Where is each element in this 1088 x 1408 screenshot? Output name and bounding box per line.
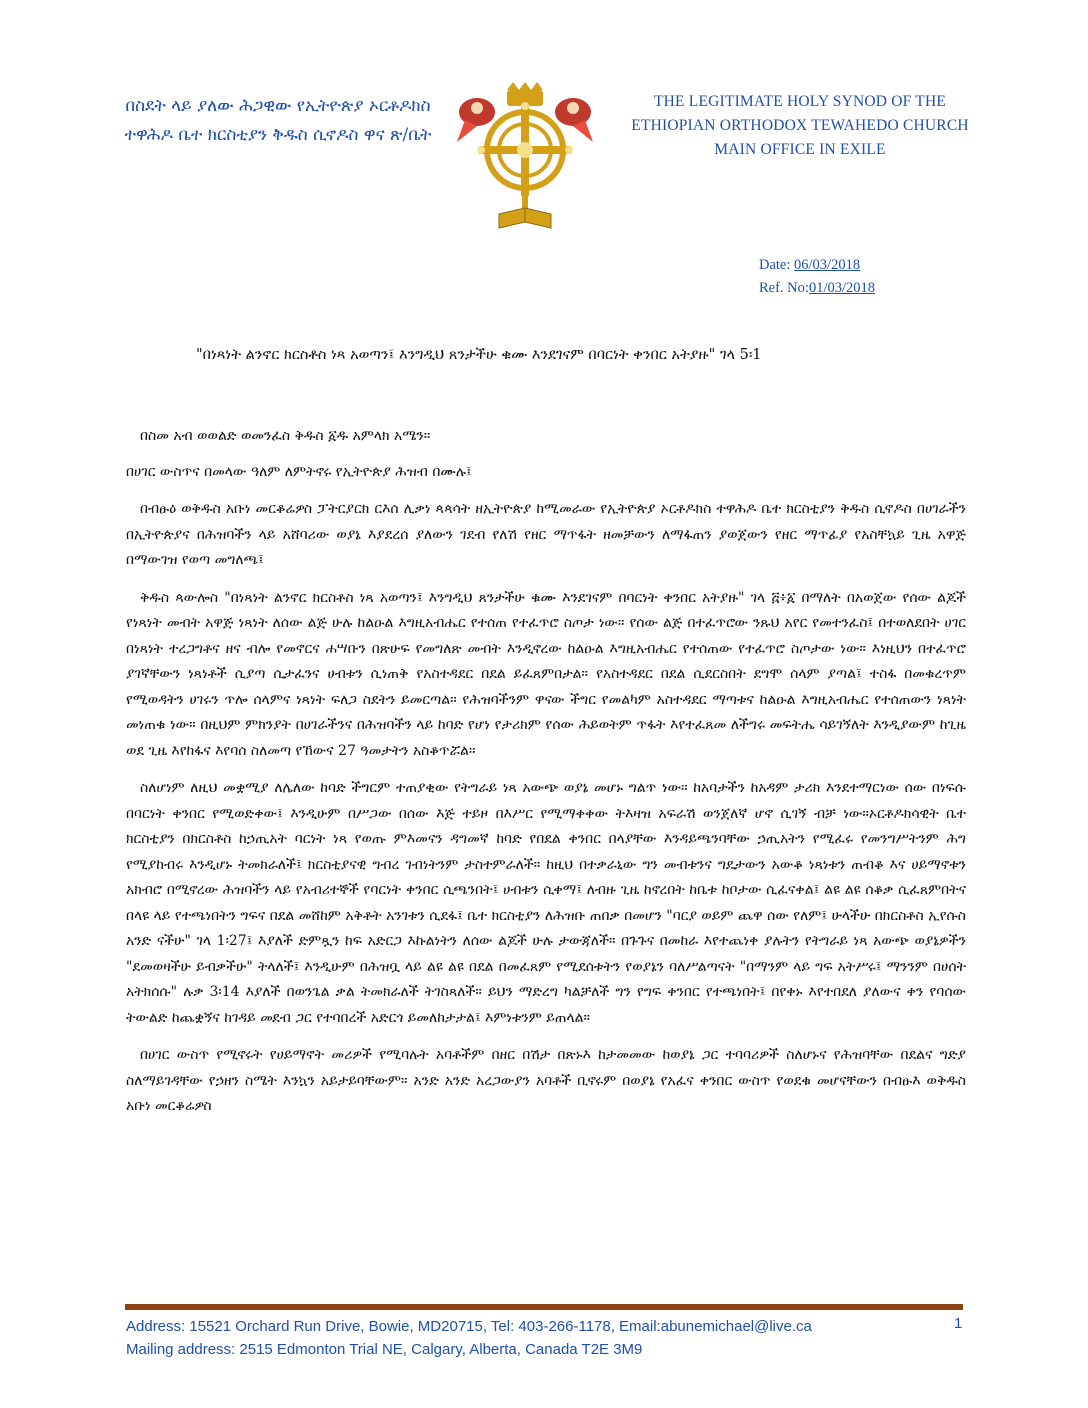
greeting-paragraph: በስመ አብ ወወልድ ወመንፈስ ቅዱስ ፩ዱ አምላክ አሜን። bbox=[140, 428, 431, 444]
date-value: 06/03/2018 bbox=[794, 257, 861, 273]
date-line bbox=[759, 254, 875, 277]
letterhead-right-line2: ETHIOPIAN ORTHODOX TEWAHEDO CHURCH bbox=[631, 117, 969, 134]
letterhead-left bbox=[118, 92, 438, 150]
letterhead-right bbox=[600, 90, 1000, 162]
ref-line bbox=[759, 277, 875, 300]
body-paragraph-2: ስለሆነም ለዚህ መቋሚያ ለሌለው ከባድ ችግርም ተጠያቂው የትግራይ ነጻ አውጭ ወያኔ መሆኑ ግልጥ ነው። ከአባታችን ከአዳም ታሪክ እንደተማርነው ሰው በነፍሱ በባርነት ቀንበር የሚወድቀው፤ እንዲሁም በሥጋው በሰው እጅ ተይዞ በእሥር የሚማቀቀው ትእዛዝ አፍራሽ ወንጀለኛ ሆኖ ሲገኝ ብቻ ነው።ኦርቶዶክሳዊት ቤተ ክርስቲያን በክርስቶስ ከኃጢአት ባርነት ነጻ የወጡ ምእመናን ዳግመኛ ከባድ የበደል ቀንበር በላያቸው እንዳይጫንባቸው ኃጢአትን የሚፈሩ የመንግሥትንም ሕግ የሚያከብሩ እንዲሆኑ ትመክራለች፤ ክርስቲያናዊ ግብረ ገብነትንም ታስተምራለች። ከዚህ በተቃራኒው ግን መብቱንና ግዴታውን አውቆ ነጻነቱን ጠብቆ እና ሀይማኖቱን አክብሮ በሚኖረው ሕዝባችን ላይ የአብሪተኞች የባርነት ቀንበር ሲጫንበት፤ ሀብቱን ሲቀማ፤ ለብዙ ጊዜ ከኖረበት ከቤቱ ከቦታው ሲፈናቀል፤ ልዩ ልዩ ሰቆቃ ሲፈጸምበትና በላዩ ላይ የተጫነበትን ግፍና በደል መሸከም አቅቶት አንገቱን ሲደፋ፤ ቤተ ክርስቲያን ለሕዝቡ ጠበቃ በመሆን "ባርያ ወይም ጨዋ ሰው የለም፤ ሁላችሁ በክርስቶስ ኢየሱስ አንድ ናችሁ" ገላ 1፡27፤ እያለች ድምጿን ከፍ አድርጋ እኩልነትን ለሰው ልጆች ሁሉ ታውጃለች። በጉጉና በመከራ እየተጨነቀ ያሉትን የትግራይ ነጻ አውጭ ወያኔዎችን "ደመወዛችሁ ይብቃችሁ" ትላለች፤ እንዲሁም በሕዝቧ ላይ ልዩ ልዩ በደል በመፈጸም የሚደሰቱትን የወያኔን ባለሥልጣናት "በማንም ላይ ግፍ አትሥሩ፤ ማንንም በሀሰት አትክሰሱ" ሉቃ 3፡14 እያለች በወንጌል ቃል ትመክራለች ትገስጻለች። ይህን ማድረግ ካልቻለች ግን የግፍ ቀንበር የተጫነበት፤ በየቀኑ እየተበደለ ያለውና ቀን የባሰው ትውልድ ከጨቋኝና ከገዳይ መደብ ጋር የተባበረች አድርጎ ይመለከታታል፤ እምነቱንም ይጠላል። bbox=[126, 780, 966, 1026]
ref-value: 01/03/2018 bbox=[808, 280, 875, 296]
body-paragraph-3: በሀገር ውስጥ የሚኖሩት የሀይማኖት መሪዎች የሚባሉት አባቶችም በዘር በሽታ በጽኑእ ከታመመው ከወያኔ ጋር ተባባሪዎች ስለሆኑና የሕዝባቸው በደልና ግድያ ስለማይገዳቸው የኃዘን ስሜት እንኳን አይታይባቸውም። አንድ አንድ አረጋውያን አባቶች ቢኖሩም በወያኔ የአፈና ቀንበር ውስጥ የወደቁ መሆናቸውን በብፁእ ወቅዱስ አቡነ መርቆሬዎስ bbox=[126, 1047, 966, 1114]
letter-body bbox=[126, 424, 966, 1132]
church-emblem-icon bbox=[455, 82, 595, 232]
footer bbox=[126, 1315, 966, 1361]
scripture-quote: "በነጻነት ልንኖር ክርስቶስ ነጻ አወጣን፤ እንግዲህ ጸንታችሁ ቁሙ እንደገናም በባርነት ቀንበር አትያዙ" ገላ 5፡1 bbox=[196, 347, 762, 363]
footer-divider bbox=[125, 1304, 963, 1310]
date-label: Date: bbox=[759, 257, 795, 273]
letterhead-right-line3: MAIN OFFICE IN EXILE bbox=[714, 141, 886, 158]
body-paragraph-1: ቅዱስ ጳውሎስ "በነጻነት ልንኖር ክርስቶስ ነጻ አወጣን፤ እንግዲህ ጸንታችሁ ቁሙ እንደገናም በባርነት ቀንበር አትያዙ" ገላ ፭፥፩ በማለት በአወጀው የሰው ልጆች የነጻነት መብት አዋጅ ነጻነት ለሰው ልጅ ሁሉ ከልዑል እግዚአብሔር የተሰጠ የተፈጥሮ ስጦታ ነው። የሰው ልጅ በተፈጥሮው ንጹህ አየር የመተንፈስ፤ በተወለደበት ሀገር በነጻነት ተረጋግቶና ዘና ብሎ የመኖርና ሐሣቡን በጽሁፍ የመግለጽ መብት እንዲኖረው ከልዑል እግዚአብሔር የተሰጠው የተፈጥሮ ስጦታው ነው። እነዚህን በተፈጥሮ ያገኛቸውን ነጻነቶች ሲያጣ ሲታፈንና ሀብቱን ሲነጠቅ የአስተዳደር በደል ይፈጸምበታል። የአስተዳደር በደል ሲደርስበት ደግሞ ሰላም ያጣል፤ ተስፋ በመቁረጥም የሚወዳትን ሀገሩን ጥሎ ሰላምና ነጻነት ፍለጋ ስደትን ይመርጣል። የሕዝባችንም ዋናው ችግር የመልካም አስተዳደር ማጣቱና ከልዑል እግዚአብሔር የተሰጠውን ነጻነት መነጠቁ ነው። በዚህም ምክንያት በሀገራችንና በሕዝባችን ላይ ከባድ የሆነ የታሪክም የሰው ሕይወትም ጥፋት እየተፈጸመ ለችግሩ መፍትሔ ሳይገኝለት እንዲያውም ከጊዜ ወደ ጊዜ እየከፋና እየባሰ ስለመጣ የኸውና 27 ዓመታትን አስቆጥሯል። bbox=[126, 589, 966, 759]
letterhead-left-line2: ተዋሕዶ ቤተ ክርስቲያን ቅዱስ ሲኖዶስ ዋና ጽ/ቤት bbox=[124, 125, 432, 145]
footer-mailing-address: Mailing address: 2515 Edmonton Trial NE, Calgary, Alberta, Canada T2E 3M9 bbox=[126, 1341, 643, 1358]
ref-label: Ref. No: bbox=[759, 280, 809, 296]
reference-block bbox=[759, 254, 875, 300]
subject-paragraph: በብፁዕ ወቅዱስ አቡነ መርቆሬዎስ ፓትርያርክ ርእሰ ሊቃነ ጳጳሳት ዘኢትዮጵያ ከሚመራው የኢትዮጵያ ኦርቶዶክስ ተዋሕዶ ቤተ ክርስቲያን ቅዱስ ሲኖዶስ በሀገራችን በኢትዮጵያና በሕዝባችን ላይ አሸባሪው ወያኔ እያደረሰ ያለውን ገደብ የለሽ የዘር ማጥፋት ዘመቻውን ለማፋጠን ያወጀውን የዘር ማጥፊያ የአስቸኳይ ጊዜ አዋጅ በማውገዝ የወጣ መግለጫ፤ bbox=[126, 501, 966, 568]
letterhead-right-line1: THE LEGITIMATE HOLY SYNOD OF THE bbox=[654, 93, 946, 110]
addressee-paragraph: በሀገር ውስጥና በመላው ዓለም ለምትኖሩ የኢትዮጵያ ሕዝብ በሙሉ፤ bbox=[126, 463, 472, 480]
letterhead-left-line1: በስደት ላይ ያለው ሕጋዊው የኢትዮጵያ ኦርቶዶክስ bbox=[125, 96, 431, 116]
page-number: 1 bbox=[954, 1315, 963, 1332]
footer-address: Address: 15521 Orchard Run Drive, Bowie, MD20715, Tel: 403-266-1178, Email:abunemichael@live.ca bbox=[126, 1318, 812, 1335]
